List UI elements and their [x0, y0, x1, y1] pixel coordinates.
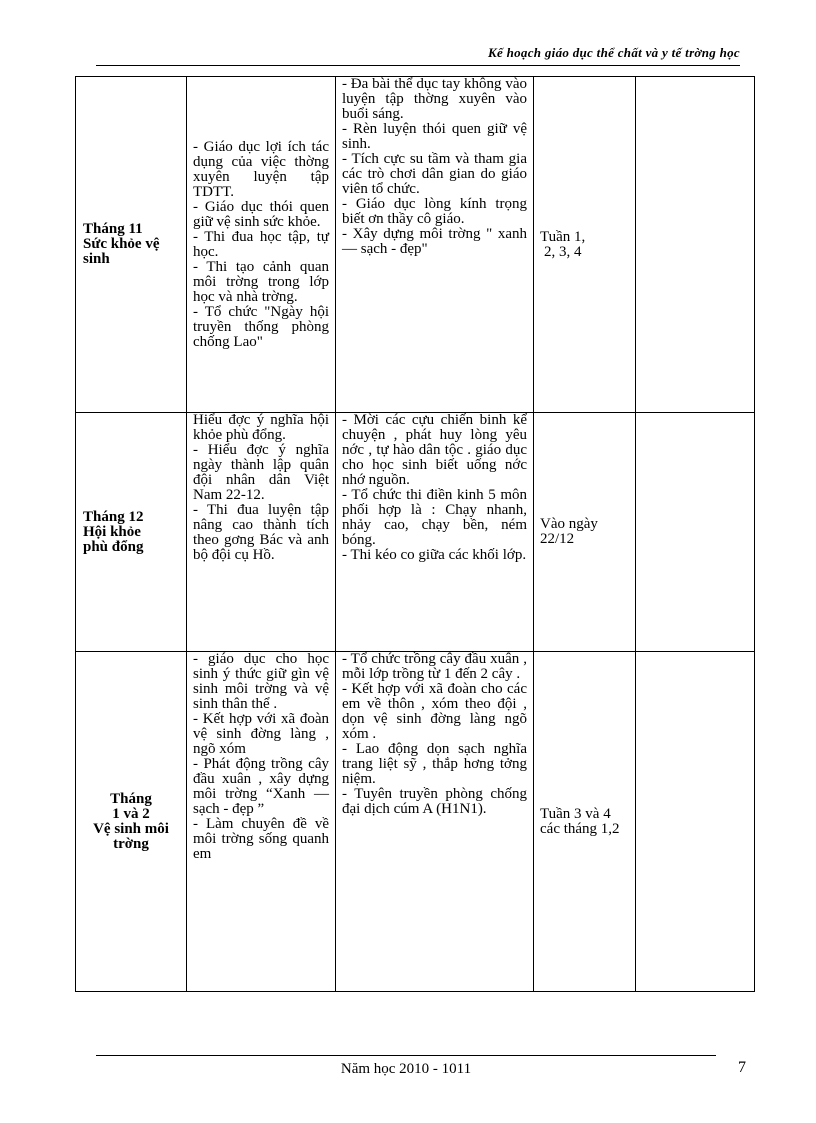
activities-cell: [336, 77, 534, 413]
activity-item: - Giáo dục lòng kính trọng biết ơn thầy cô giáo.: [342, 196, 527, 227]
month-label: Tháng: [110, 790, 152, 807]
goal-item: - Thi đua luyện tập nâng cao thành tích theo gơng Bác và anh bộ đội cụ Hồ.: [193, 502, 329, 563]
goals-cell: [187, 413, 336, 652]
goal-item: Hiểu đợc ý nghĩa hội khỏe phù đổng.: [193, 412, 329, 443]
activity-item: - Thi kéo co giữa các khối lớp.: [342, 547, 527, 563]
month-topic: Hội khỏe: [83, 523, 141, 540]
time-text: Vào ngày 22/12: [540, 516, 598, 547]
time-text: Tuần 1,: [540, 228, 586, 245]
activities-cell: [336, 413, 534, 652]
note-cell: [636, 77, 755, 413]
goal-item: - Phát động trồng cây đầu xuân , xây dựng môi trờng “Xanh — sạch - đẹp ”: [193, 756, 329, 817]
month-topic: Vệ sinh môi: [93, 820, 169, 837]
activity-item: - Đa bài thể dục tay không vào luyện tập thờng xuyên vào buổi sáng.: [342, 76, 527, 122]
goal-item: - Thi đua học tập, tự học.: [193, 228, 329, 260]
time-text: Tuần 3 và 4 các tháng 1,2: [540, 805, 620, 837]
activity-item: - Kết hợp với xã đoàn cho các em về thôn , xóm theo đội , dọn vệ sinh đờng làng ngõ xóm .: [342, 681, 527, 742]
goal-item: - giáo dục cho học sinh ý thức giữ gìn vệ sinh môi trờng và vệ sinh thân thể .: [193, 651, 329, 712]
activities-cell: [336, 652, 534, 992]
month-topic: phù đổng: [83, 538, 144, 555]
month-label: Tháng 11: [83, 221, 143, 237]
goal-item: - Kết hợp với xã đoàn vệ sinh đờng làng , ngõ xóm: [193, 711, 329, 757]
note-cell: [636, 413, 755, 652]
time-cell: [534, 652, 636, 992]
table-row: [76, 413, 755, 652]
activity-item: - Tổ chức trồng cây đầu xuân , mỗi lớp trồng từ 1 đến 2 cây .: [342, 651, 527, 682]
header-title: Kế hoạch giáo dục thể chất và y tế trờng học: [487, 45, 740, 60]
month-label: Tháng 12: [83, 508, 144, 525]
time-text: 2, 3, 4: [544, 243, 582, 260]
time-cell: [534, 413, 636, 652]
goal-item: - Thi tạo cảnh quan môi trờng trong lớp học và nhà trờng.: [193, 258, 329, 305]
goals-cell: [187, 652, 336, 992]
page-number: 7: [738, 1059, 746, 1076]
month-cell: [76, 652, 187, 992]
activity-item: - Rèn luyện thói quen giữ vệ sinh.: [342, 121, 527, 152]
activity-item: - Tổ chức thi điền kinh 5 môn phối hợp là : Chạy nhanh, nhảy cao, chạy bền, ném bóng.: [342, 487, 527, 548]
month-cell: [76, 413, 187, 652]
goal-item: - Hiểu đợc ý nghĩa ngày thành lập quân đội nhân dân Việt Nam 22-12.: [193, 442, 329, 503]
plan-table: [75, 76, 755, 992]
note-cell: [636, 652, 755, 992]
month-cell: [76, 77, 187, 413]
footer-rule: [96, 1055, 716, 1056]
footer-school-year: Năm học 2010 - 1011: [340, 1061, 472, 1077]
table-row: [76, 77, 755, 413]
header-rule: [96, 65, 740, 66]
table-row: [76, 652, 755, 992]
activity-item: - Tích cực su tầm và tham gia các trò chơi dân gian do giáo viên tổ chức.: [342, 151, 527, 197]
goal-item: - Tổ chức "Ngày hội truyền thống phòng chống Lao": [193, 303, 329, 350]
activity-item: - Xây dựng môi trờng " xanh — sạch - đẹp": [342, 226, 527, 257]
goal-item: - Giáo dục lợi ích tác dụng của việc thờng xuyên luyện tập TDTT.: [193, 138, 329, 200]
goals-cell: [187, 77, 336, 413]
activity-item: - Lao động dọn sạch nghĩa trang liệt sỹ , thắp hơng tởng niệm.: [342, 741, 527, 787]
month-label: 1 và 2: [112, 805, 150, 822]
goal-item: - Làm chuyên đề về môi trờng sống quanh em: [193, 816, 329, 862]
time-cell: [534, 77, 636, 413]
activity-item: - Mời các cựu chiến binh kể chuyện , phát huy lòng yêu nớc , tự hào dân tộc . giáo dục cho học sinh biết uống nớc nhớ nguồn.: [342, 412, 527, 488]
goal-item: - Giáo dục thói quen giữ vệ sinh sức khỏe.: [193, 198, 329, 230]
month-topic: trờng: [113, 835, 149, 852]
activity-item: - Tuyên truyền phòng chống đại dịch cúm A (H1N1).: [342, 786, 527, 817]
month-topic: Sức khỏe vệ: [83, 236, 160, 252]
month-topic: sinh: [83, 251, 110, 267]
